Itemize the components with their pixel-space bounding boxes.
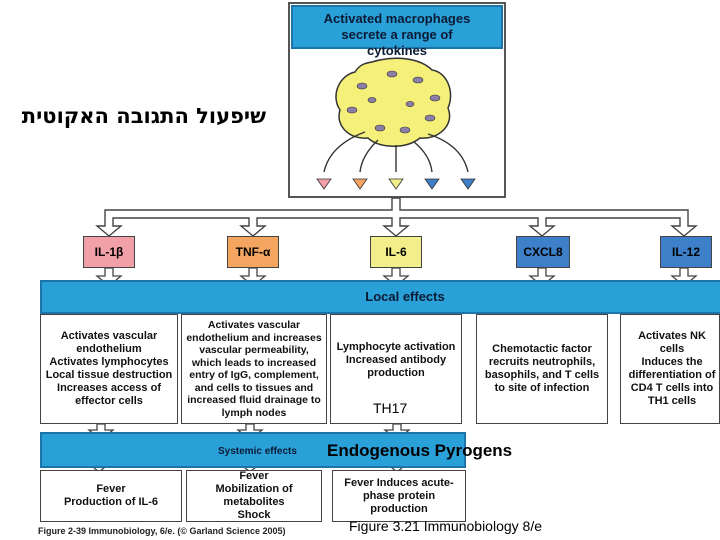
systemic-effect-il6-text: Fever Induces acute-phase protein production xyxy=(344,476,454,515)
systemic-effect-tnfa xyxy=(186,470,322,522)
systemic-effects-title: Systemic effects xyxy=(218,446,297,457)
cytokine-il12: IL-12 xyxy=(660,236,712,268)
local-effect-il6-text: Lymphocyte activation Increased antibody production xyxy=(336,341,456,379)
cytokine-tnfa: TNF-α xyxy=(227,236,279,268)
distribution-arrows xyxy=(97,198,696,236)
macrophage-cell xyxy=(336,58,451,146)
figure-caption: Figure 2-39 Immunobiology, 6/e. (© Garland Science 2005) xyxy=(38,526,286,536)
local-effect-cxcl8-text: Chemotactic factor recruits neutrophils, basophils, and T cells to site of infection xyxy=(484,343,600,394)
local-effect-il1b-text: Activates vascular endothelium Activates lymphocytes Local tissue destruction Increases access of effector cells xyxy=(45,330,173,407)
figure-reference: Figure 3.21 Immunobiology 8/e xyxy=(349,518,542,534)
cytokine-markers xyxy=(317,179,475,189)
macrophage-header: Activated macrophages secrete a range of cytokines xyxy=(291,5,503,49)
endogenous-pyrogens-label: Endogenous Pyrogens xyxy=(327,441,513,460)
th17-label: TH17 xyxy=(373,400,408,416)
local-effect-tnfa-text: Activates vascular endothelium and increases vascular permeability, which leads to increased entry of IgG, complement, and cells to tissues and increased fluid drainage to lymph nodes xyxy=(186,319,322,419)
systemic-effect-il1b xyxy=(40,470,182,522)
cytokine-il6: IL-6 xyxy=(370,236,422,268)
cytokine-cxcl8: CXCL8 xyxy=(516,236,570,268)
systemic-effect-il1b-text: Fever Production of IL-6 xyxy=(63,483,159,508)
local-effects-header: Local effects xyxy=(40,280,720,314)
local-effect-tnfa xyxy=(181,314,327,424)
local-effect-il12-text: Activates NK cells Induces the differentiation of CD4 T cells into TH1 cells xyxy=(628,330,716,407)
systemic-effect-il6 xyxy=(332,470,466,522)
hebrew-title: שיפעול התגובה האקוטית xyxy=(21,104,266,128)
cytokine-il1b: IL-1β xyxy=(83,236,135,268)
local-effect-cxcl8 xyxy=(476,314,608,424)
local-effect-il1b xyxy=(40,314,178,424)
local-effect-il12 xyxy=(620,314,720,424)
systemic-effect-tnfa-text: Fever Mobilization of metabolites Shock xyxy=(215,470,293,521)
